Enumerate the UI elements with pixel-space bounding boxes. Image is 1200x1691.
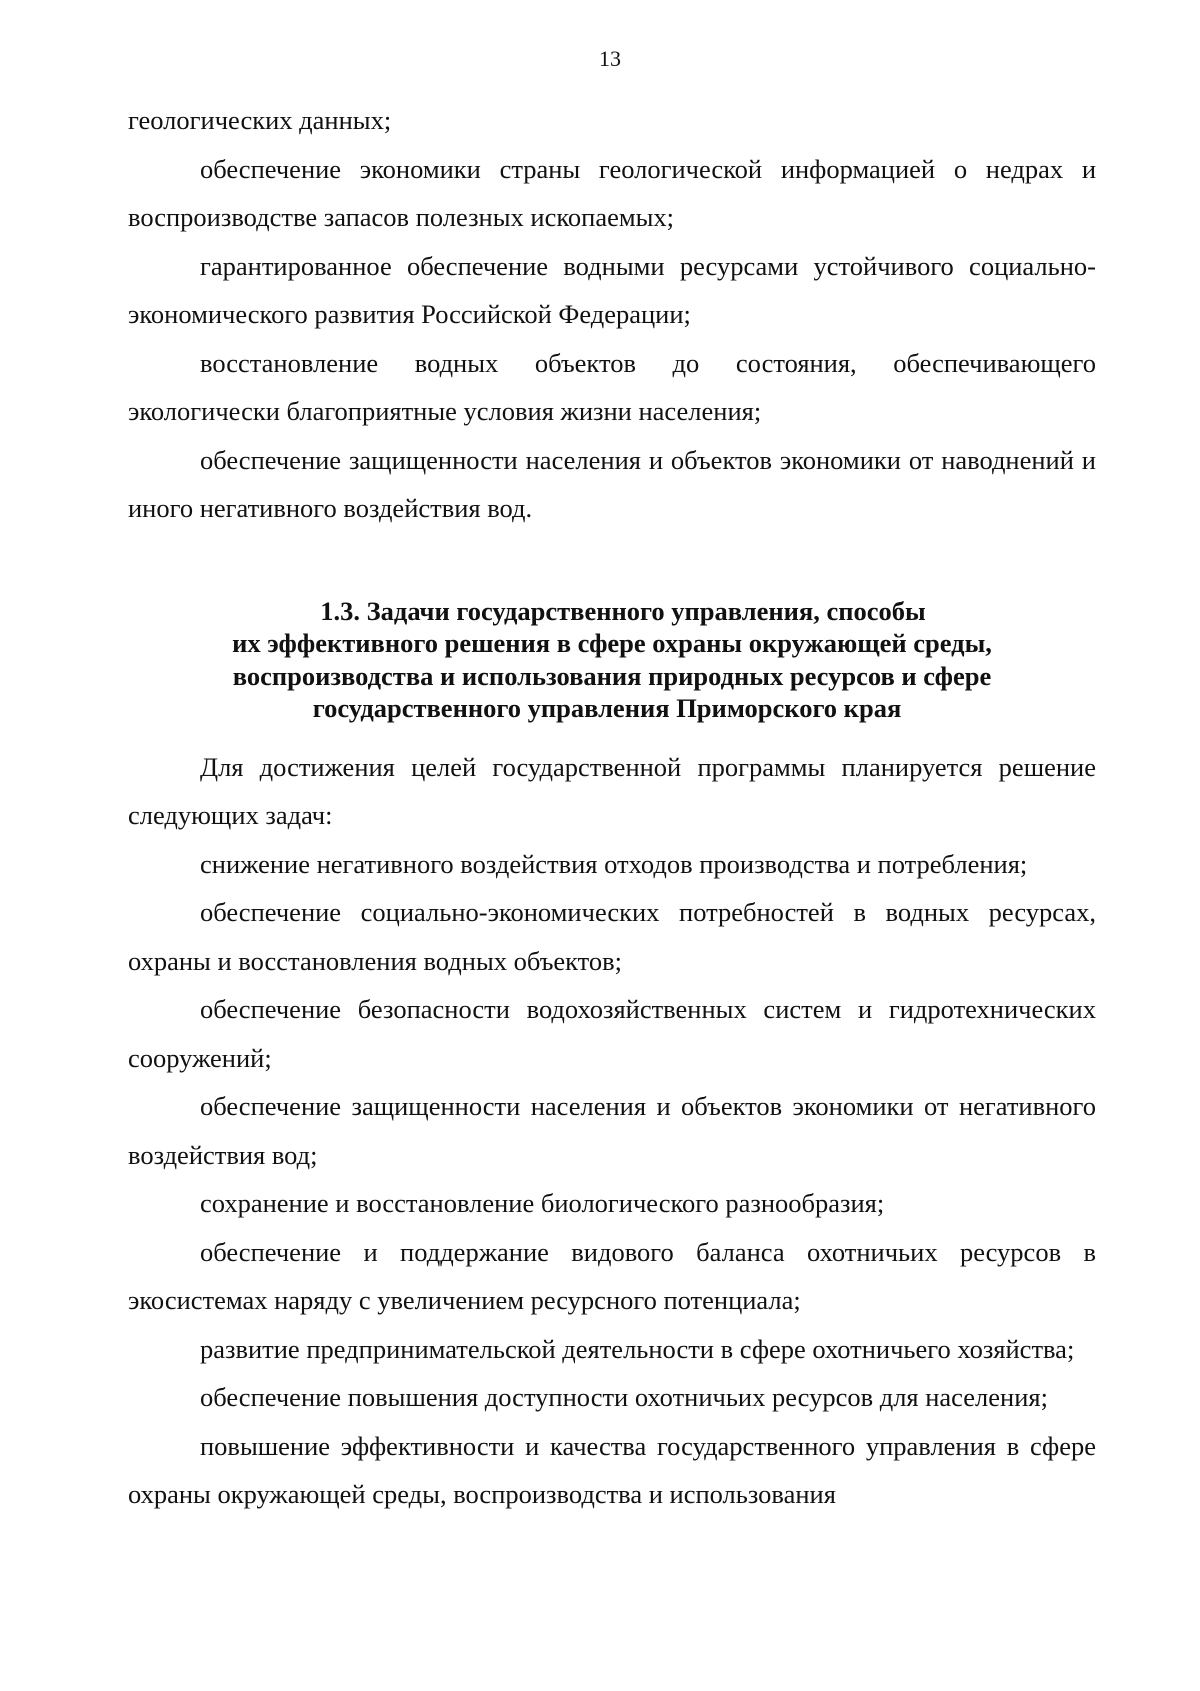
paragraph: обеспечение экономики страны геологической информацией о недрах и воспроизводстве запасов полезных ископаемых; (128, 153, 1096, 232)
list-item: снижение негативного воздействия отходов производства и потребления; (200, 848, 1028, 879)
paragraph: обеспечение защищенности населения и объектов экономики от наводнений и иного негативного воздействия вод. (128, 444, 1096, 523)
page-number: 13 (599, 46, 621, 71)
paragraph: Для достижения целей государственной программы планируется решение следующих задач: (128, 751, 1096, 830)
paragraph-continuation: геологических данных; (128, 105, 392, 135)
section-heading-line: 1.3. Задачи государственного управления, способы (320, 595, 926, 626)
paragraph: гарантированное обеспечение водными ресурсами устойчивого социально-экономического развития Российской Федерации; (128, 250, 1096, 329)
list-item: обеспечение защищенности населения и объектов экономики от негативного воздействия вод; (128, 1091, 1096, 1170)
list-item: повышение эффективности и качества государственного управления в сфере охраны окружающей среды, воспроизводства и использования (128, 1430, 1096, 1509)
paragraph: восстановление водных объектов до состояния, обеспечивающего экологически благоприятные условия жизни населения; (128, 347, 1096, 426)
section-heading-line: государственного управления Приморского края (312, 693, 902, 723)
section-heading-line: их эффективного решения в сфере охраны окружающей среды, (232, 628, 992, 658)
list-item: обеспечение повышения доступности охотничьих ресурсов для населения; (200, 1382, 1048, 1412)
list-item: обеспечение безопасности водохозяйственных систем и гидротехнических сооружений; (128, 994, 1096, 1073)
document-body (128, 96, 1096, 1519)
section-heading-line: воспроизводства и использования природных ресурсов и сфере (232, 660, 992, 691)
list-item: обеспечение и поддержание видового баланса охотничьих ресурсов в экосистемах наряду с увеличением ресурсного потенциала; (128, 1236, 1096, 1315)
list-item: сохранение и восстановление биологического разнообразия; (200, 1188, 885, 1218)
list-item: обеспечение социально-экономических потребностей в водных ресурсах, охраны и восстановления водных объектов; (128, 897, 1096, 976)
list-item: развитие предпринимательской деятельности в сфере охотничьего хозяйства; (200, 1333, 1075, 1364)
section-heading (128, 595, 1096, 725)
